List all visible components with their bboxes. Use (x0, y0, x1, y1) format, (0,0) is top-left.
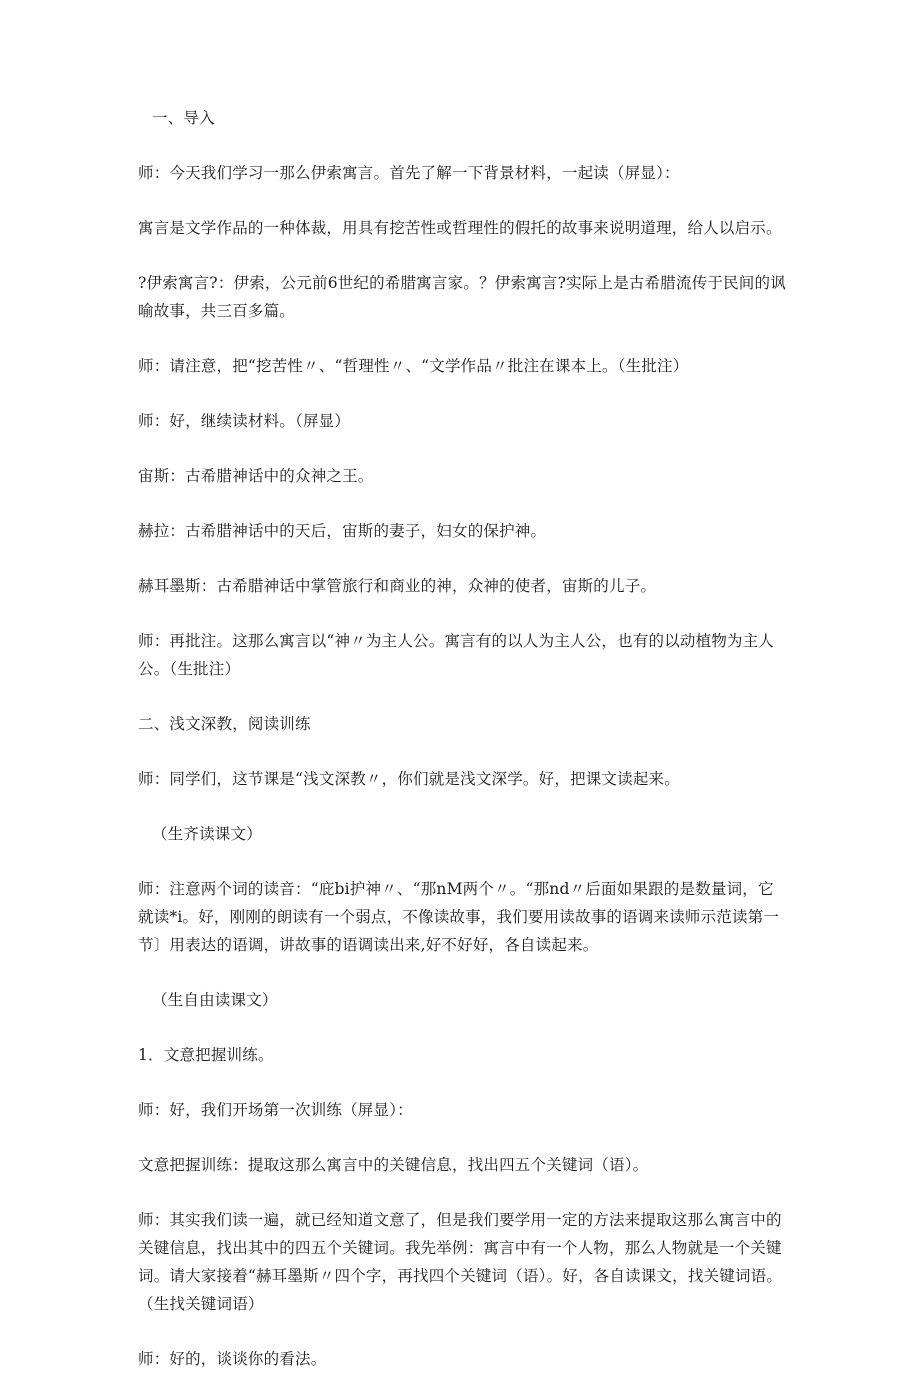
paragraph: 宙斯：古希腊神话中的众神之王。 (138, 467, 374, 485)
paragraph: 赫耳墨斯：古希腊神话中掌管旅行和商业的神，众神的使者，宙斯的儿子。 (138, 577, 657, 595)
paragraph: 师：其实我们读一遍，就已经知道文意了，但是我们要学用一定的方法来提取这那么寓言中的关键信息，找出其中的四五个关键词。我先举例：寓言中有一个人物，那么人物就是一个关键词。请大家接着“赫耳墨斯〃四个字，再找四个关键词（语）。好，各自读课文，找关键词语。（生找关键词语） (138, 1211, 783, 1313)
section-heading-reading: 二、浅文深教，阅读训练 (138, 715, 311, 733)
paragraph: 师：好，继续读材料。（屏显） (138, 412, 351, 430)
stage-direction: （生齐读课文） (152, 825, 262, 843)
document-body (138, 104, 788, 1400)
paragraph: 师：同学们，这节课是“浅文深教〃，你们就是浅文深学。好，把课文读起来。 (138, 770, 680, 788)
paragraph: 师：今天我们学习一那么伊索寓言。首先了解一下背景材料，一起读（屏显）： (138, 164, 680, 182)
paragraph: 师：好，我们开场第一次训练（屏显）： (138, 1101, 413, 1119)
stage-direction: （生自由读课文） (152, 991, 278, 1009)
subsection-heading: 1．文意把握训练。 (138, 1046, 274, 1064)
paragraph: 赫拉：古希腊神话中的天后，宙斯的妻子，妇女的保护神。 (138, 522, 547, 540)
paragraph: ?伊索寓言?：伊索，公元前6世纪的希腊寓言家。？伊索寓言?实际上是古希腊流传于民间的讽喻故事，共三百多篇。 (138, 274, 786, 320)
section-heading-intro: 一、导入 (152, 109, 215, 127)
paragraph: 师：请注意，把“挖苦性〃、“哲理性〃、“文学作品〃批注在课本上。（生批注） (138, 357, 689, 375)
paragraph: 师：好的，谈谈你的看法。 (138, 1350, 327, 1368)
paragraph: 文意把握训练：提取这那么寓言中的关键信息，找出四五个关键词（语）。 (138, 1156, 649, 1174)
paragraph: 师：注意两个词的读音：“庇bi护神〃、“那nM两个〃。“那nd〃后面如果跟的是数量词，它就读*i。好，刚刚的朗读有一个弱点，不像读故事，我们要用读故事的语调来读师示范读第一节〕用表达的语调，讲故事的语调读出来,好不好好，各自读起来。 (138, 880, 780, 954)
paragraph: 寓言是文学作品的一种体裁，用具有挖苦性或哲理性的假托的故事来说明道理，给人以启示。 (138, 219, 782, 237)
paragraph: 师：再批注。这那么寓言以“神〃为主人公。寓言有的以人为主人公，也有的以动植物为主人公。（生批注） (138, 632, 775, 678)
